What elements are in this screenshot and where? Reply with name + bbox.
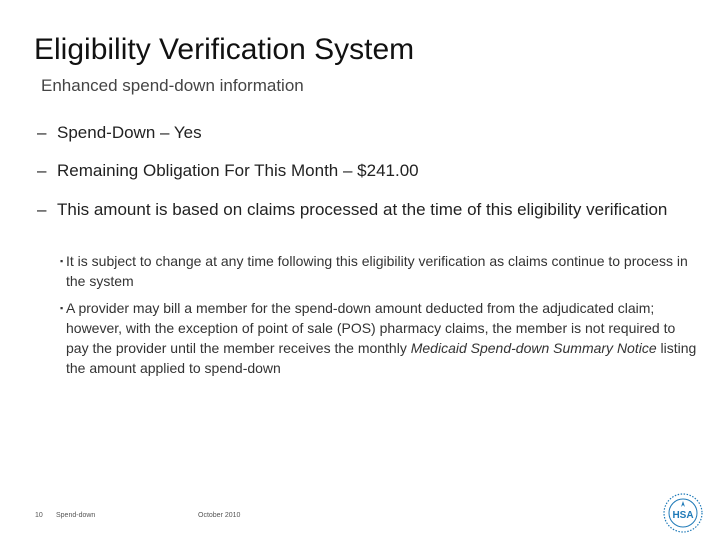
list-item-amount-basis (37, 198, 687, 222)
slide-title: Eligibility Verification System (34, 33, 415, 66)
bullet-marker: ▪ (60, 303, 64, 313)
list-item-text: Spend-Down – Yes (57, 123, 202, 142)
hsa-seal-icon (662, 492, 704, 534)
list-item-text: Remaining Obligation For This Month – $241.00 (57, 161, 419, 180)
dash-marker: – (37, 200, 47, 219)
bullet-marker: ▪ (60, 256, 64, 266)
svg-text:HSA: HSA (672, 510, 694, 521)
notice-title: Medicaid Spend-down Summary Notice (410, 340, 657, 356)
sub-bullet-subject-to-change (60, 251, 700, 291)
dash-marker: – (37, 123, 47, 142)
dash-marker: – (37, 161, 47, 180)
sub-bullet-text (60, 298, 700, 378)
list-item-remaining-obligation (37, 161, 419, 181)
footer-page-number: 10 (35, 512, 43, 519)
slide-subtitle: Enhanced spend-down information (41, 76, 304, 95)
sub-bullet-text: It is subject to change at any time following this eligibility verification as claims continue to process in the system (66, 253, 688, 289)
footer-date: October 2010 (198, 512, 241, 519)
hsa-logo (662, 492, 704, 539)
list-item-text: This amount is based on claims processed at the time of this eligibility verification (57, 200, 668, 219)
sub-bullet-text-part: A provider may bill a member for the spend-down amount deducted from the adjudicated claim; however, with the exception of point of sale (POS) pharmacy claims, the member is not required to pay the provider until the member receives the monthly (66, 300, 676, 356)
sub-bullet-provider-billing (60, 298, 700, 378)
list-item-spend-down (37, 123, 202, 143)
footer-topic: Spend-down (56, 512, 96, 519)
sub-bullet-text-part: listing the amount applied to spend-down (66, 340, 697, 376)
